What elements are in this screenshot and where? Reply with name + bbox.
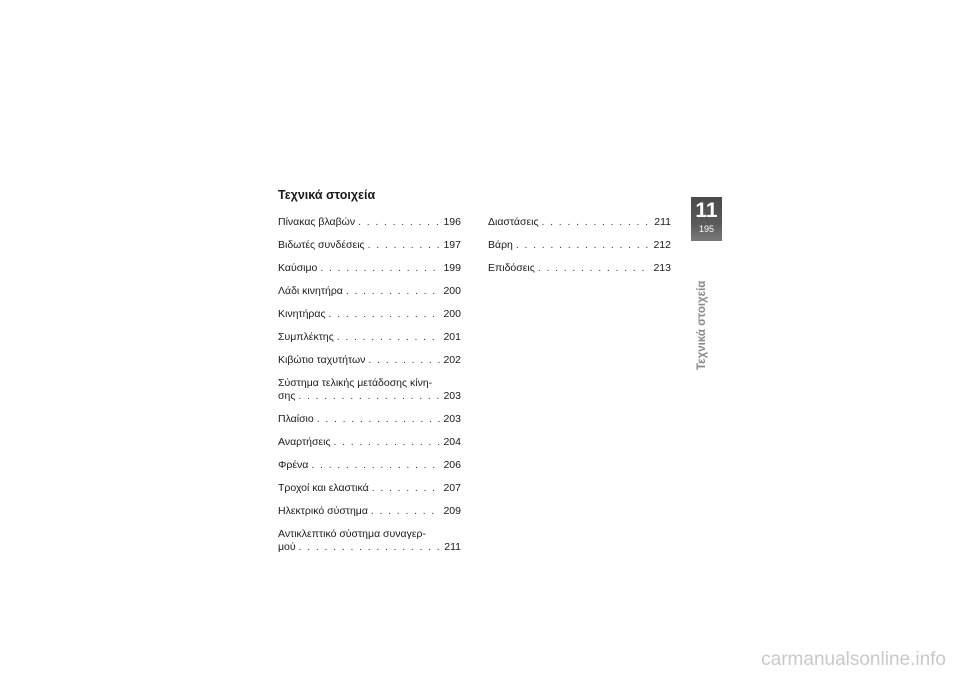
dot-leader bbox=[368, 239, 441, 252]
toc-column-right bbox=[488, 216, 671, 285]
dot-leader bbox=[542, 216, 652, 229]
toc-entry-page: 196 bbox=[443, 216, 461, 228]
dot-leader bbox=[311, 459, 440, 472]
toc-entry[interactable] bbox=[278, 505, 461, 518]
dot-leader bbox=[317, 413, 441, 426]
dot-leader bbox=[516, 239, 651, 252]
toc-entry-title-cont: μού bbox=[278, 541, 296, 553]
side-chapter-title-text: Τεχνικά στοιχεία bbox=[696, 280, 708, 370]
toc-entry-title: Τροχοί και ελαστικά bbox=[278, 482, 369, 494]
chapter-tab bbox=[691, 197, 722, 241]
toc-entry-page: 199 bbox=[443, 262, 461, 274]
dot-leader bbox=[346, 285, 441, 298]
dot-leader bbox=[299, 541, 442, 554]
toc-column-left bbox=[278, 216, 461, 564]
toc-entry-page: 211 bbox=[444, 541, 461, 553]
toc-entry-title: Διαστάσεις bbox=[488, 216, 539, 228]
toc-entry-title: Φρένα bbox=[278, 459, 309, 471]
toc-entry-title: Αναρτήσεις bbox=[278, 436, 331, 448]
chapter-number: 11 bbox=[695, 199, 718, 222]
toc-entry-title: Επιδόσεις bbox=[488, 262, 535, 274]
toc-entry-title-cont: σης bbox=[278, 390, 296, 402]
toc-entry-page: 207 bbox=[443, 482, 461, 494]
toc-entry[interactable] bbox=[278, 285, 461, 298]
toc-entry[interactable] bbox=[488, 216, 671, 229]
toc-entry-page: 201 bbox=[443, 331, 461, 343]
toc-entry-page: 209 bbox=[443, 505, 461, 517]
dot-leader bbox=[372, 482, 441, 495]
toc-entry[interactable] bbox=[278, 331, 461, 344]
toc-entry-title: Βάρη bbox=[488, 239, 513, 251]
toc-entry[interactable] bbox=[278, 239, 461, 252]
toc-entry-page: 203 bbox=[443, 413, 461, 425]
page-number: 195 bbox=[698, 224, 715, 234]
toc-entry[interactable] bbox=[278, 459, 461, 472]
toc-entry-page: 200 bbox=[443, 285, 461, 297]
toc-entry-page: 206 bbox=[443, 459, 461, 471]
toc-entry-title: Λάδι κινητήρα bbox=[278, 285, 343, 297]
toc-entry-title: Πίνακας βλαβών bbox=[278, 216, 356, 228]
watermark: carmanualsonline.info bbox=[761, 649, 946, 670]
toc-entry[interactable] bbox=[488, 239, 671, 252]
toc-entry-title: Κιβώτιο ταχυτήτων bbox=[278, 354, 366, 366]
toc-entry-page: 200 bbox=[443, 308, 461, 320]
toc-entry-page: 204 bbox=[443, 436, 461, 448]
toc-entry-title: Ηλεκτρικό σύστημα bbox=[278, 505, 368, 517]
toc-entry[interactable] bbox=[278, 528, 461, 554]
toc-entry-title: Βιδωτές συνδέσεις bbox=[278, 239, 365, 251]
toc-entry-title: Κινητήρας bbox=[278, 308, 326, 320]
toc-entry-title: Καύσιμο bbox=[278, 262, 318, 274]
toc-entry-title: Αντικλεπτικό σύστημα συναγερ- bbox=[278, 528, 426, 540]
toc-entry-title: Σύστημα τελικής μετάδοσης κίνη- bbox=[278, 377, 433, 389]
toc-entry-page: 197 bbox=[443, 239, 461, 251]
dot-leader bbox=[538, 262, 651, 275]
dot-leader bbox=[358, 216, 440, 229]
toc-entry-title: Πλαίσιο bbox=[278, 413, 314, 425]
toc-entry-page: 203 bbox=[443, 390, 461, 402]
toc-entry[interactable] bbox=[278, 377, 461, 403]
toc-entry-title: Συμπλέκτης bbox=[278, 331, 334, 343]
dot-leader bbox=[371, 505, 441, 518]
toc-entry[interactable] bbox=[278, 436, 461, 449]
toc-entry-page: 212 bbox=[653, 239, 671, 251]
toc-entry[interactable] bbox=[278, 482, 461, 495]
toc-entry[interactable] bbox=[278, 413, 461, 426]
dot-leader bbox=[329, 308, 441, 321]
page-title: Τεχνικά στοιχεία bbox=[278, 188, 376, 202]
dot-leader bbox=[337, 331, 441, 344]
toc-entry[interactable] bbox=[278, 308, 461, 321]
toc-entry[interactable] bbox=[278, 216, 461, 229]
dot-leader bbox=[334, 436, 441, 449]
dot-leader bbox=[368, 354, 440, 367]
toc-entry-page: 211 bbox=[654, 216, 671, 228]
dot-leader bbox=[320, 262, 440, 275]
toc-entry[interactable] bbox=[278, 262, 461, 275]
toc-entry[interactable] bbox=[488, 262, 671, 275]
toc-entry[interactable] bbox=[278, 354, 461, 367]
toc-entry-page: 202 bbox=[443, 354, 461, 366]
toc-entry-page: 213 bbox=[653, 262, 671, 274]
dot-leader bbox=[298, 390, 440, 403]
